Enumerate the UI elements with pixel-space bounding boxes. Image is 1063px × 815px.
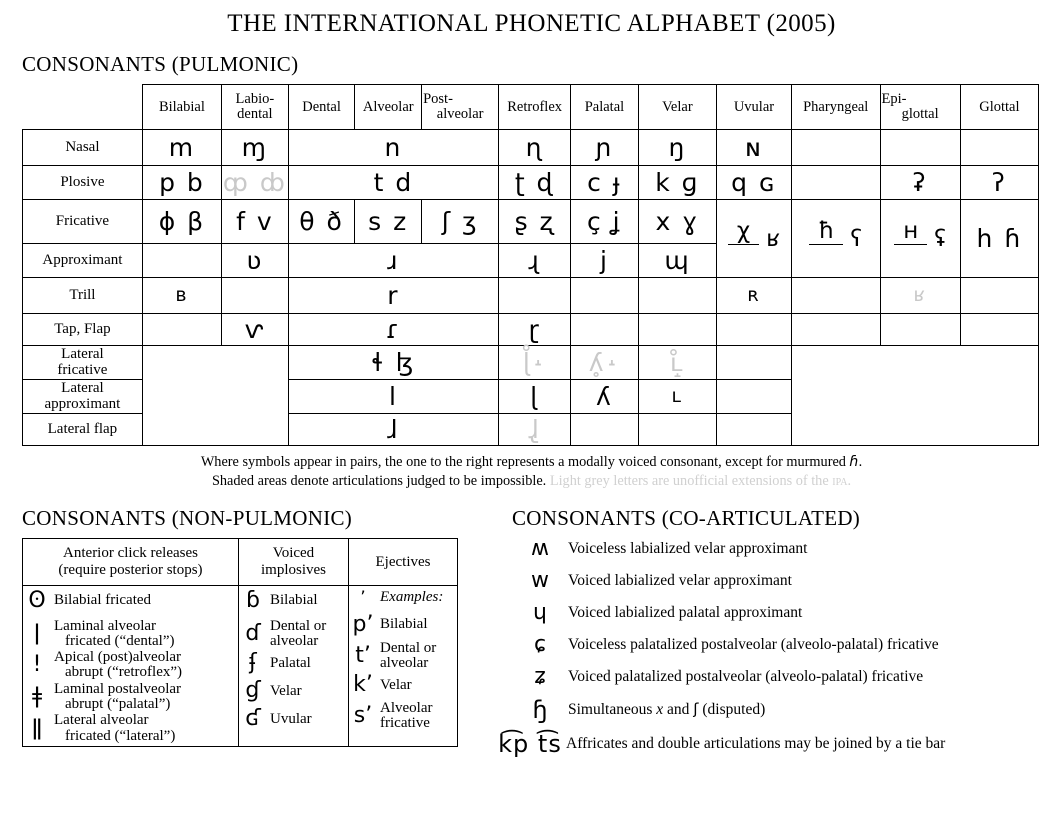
cell-trill-glottal-shaded [960, 278, 1038, 314]
list-item [352, 641, 454, 672]
col-header-labiodental [222, 85, 289, 130]
row-label-fricative: Fricative [23, 200, 143, 244]
cell-plosive-pharyngeal-shaded [791, 166, 880, 200]
pulmonic-table-wrapper [22, 84, 1039, 446]
nonpulmonic-table [22, 538, 458, 747]
list-item [26, 682, 235, 713]
coarticulated-glyph-voiceless-labialized-velar-icon: ʍ [531, 535, 549, 561]
list-item [512, 567, 1063, 593]
coarticulated-column [490, 492, 1063, 756]
implosive-glyph-bilabial-icon: ɓ [246, 587, 260, 613]
col-header-epiglottal [880, 85, 960, 130]
cell-nasal-palatal: ɲ [571, 130, 639, 166]
cell-fricative-uvular-voiceless: χ [728, 220, 759, 245]
cell-plosive-labiodental: ȹ ȸ [222, 166, 289, 200]
click-label-lateral-line1: Lateral alveolar [54, 712, 149, 729]
table-row-nasal [23, 130, 1039, 166]
click-label-retroflex [54, 650, 182, 681]
row-label-lateral-fricative-line1: Lateral [61, 346, 104, 363]
row-label-approximant: Approximant [23, 244, 143, 278]
coarticulated-label-voiced-alveolopalatal: Voiced palatalized postalveolar (alveolo-palatal) fricative [568, 667, 924, 685]
list-item [512, 535, 1063, 561]
cell-latflap-dental-alveolar-postalveolar: ɺ [288, 414, 498, 446]
coarticulated-glyph-tiebar-icon: k͡p t͡s [498, 729, 562, 758]
coarticulated-glyph-voiced-alveolopalatal-icon: ʑ [534, 663, 546, 689]
cell-fricative-labiodental: f v [222, 200, 289, 244]
cell-lateral-pharyngeal-epiglottal-glottal-shaded [791, 346, 1038, 446]
cell-tapflap-velar-shaded [638, 314, 716, 346]
ejective-label-examples: Examples: [380, 589, 444, 606]
cell-approximant-retroflex: ɻ [499, 244, 571, 278]
col-header-postalveolar-line1: Post- [423, 91, 453, 108]
cell-latfric-uvular-empty [716, 346, 791, 380]
row-label-lateral-approximant-line1: Lateral [61, 380, 104, 397]
list-item [512, 663, 1063, 689]
cell-tapflap-bilabial-empty [142, 314, 221, 346]
coarticulated-glyph-voiced-labialized-velar-icon: w [531, 567, 549, 593]
coarticulated-glyph-simultaneous-icon: ɧ [532, 695, 548, 724]
col-header-bilabial: Bilabial [142, 85, 221, 130]
cell-fricative-epiglottal-voiceless: ʜ [894, 220, 927, 245]
nonpulmonic-column [0, 492, 490, 756]
cell-plosive-bilabial: p b [142, 166, 221, 200]
list-item [352, 587, 454, 608]
cell-approximant-velar: ɰ [638, 244, 716, 278]
list-item [26, 587, 235, 613]
cell-latapprox-velar: ʟ [638, 380, 716, 414]
ejective-glyph-bilabial-icon: p’ [352, 611, 374, 637]
cell-latflap-retroflex: ɺ̢ [499, 414, 571, 446]
click-glyph-palatal-icon: ǂ [31, 684, 43, 710]
ejective-label-dental-line2: alveolar [380, 654, 429, 671]
click-glyph-dental-icon: ǀ [33, 620, 41, 646]
ejective-glyph-dental-icon: t’ [355, 642, 371, 668]
cell-nasal-bilabial: m [142, 130, 221, 166]
ejective-label-dental-line1: Dental or [380, 639, 437, 656]
cell-fricative-pharyngeal-voiceless: ħ [809, 220, 843, 245]
row-label-lateral-approximant [23, 380, 143, 414]
col-header-pharyngeal: Pharyngeal [791, 85, 880, 130]
col-header-implosives-line2: implosives [260, 561, 326, 578]
simultaneous-text-b: and [663, 701, 694, 719]
cell-latapprox-palatal: ʎ [571, 380, 639, 414]
implosive-label-uvular: Uvular [270, 710, 312, 727]
click-label-dental-line2: fricated (“dental”) [65, 632, 175, 649]
cell-nasal-epiglottal-shaded [880, 130, 960, 166]
cell-trill-velar-shaded [638, 278, 716, 314]
coarticulated-label-voiced-labialized-palatal: Voiced labialized palatal approximant [568, 603, 803, 621]
coarticulated-label-simultaneous [568, 700, 765, 719]
click-label-retroflex-line1: Apical (post)alveolar [54, 649, 182, 666]
click-label-dental [54, 619, 175, 650]
cell-trill-retroflex-empty [499, 278, 571, 314]
table-row-fricative [23, 200, 1039, 244]
row-label-trill: Trill [23, 278, 143, 314]
col-header-postalveolar-line2: alveolar [436, 106, 484, 122]
implosive-glyph-dental-icon: ɗ [245, 620, 261, 646]
list-item [242, 680, 345, 702]
cell-plosive-velar: k ɡ [638, 166, 716, 200]
cell-tapflap-dental-alveolar-postalveolar: ɾ [288, 314, 498, 346]
coarticulated-label-voiced-labialized-velar: Voiced labialized velar approximant [568, 571, 792, 589]
ejective-label-velar: Velar [380, 676, 412, 693]
implosive-glyph-uvular-icon: ʛ [245, 706, 261, 732]
cell-plosive-epiglottal: ʡ [880, 166, 960, 200]
cell-lateral-bilabial-labiodental-shaded [142, 346, 288, 446]
list-item [242, 652, 345, 674]
cell-nasal-dental-alveolar-postalveolar: n [288, 130, 498, 166]
lower-sections [0, 492, 1063, 756]
cell-approximant-dental-alveolar-postalveolar: ɹ [288, 244, 498, 278]
table-footnotes [0, 453, 1063, 492]
cell-nasal-velar: ŋ [638, 130, 716, 166]
nonpulmonic-header-row [23, 538, 458, 585]
cell-fricative-postalveolar: ʃ ʒ [422, 200, 499, 244]
col-header-clicks-line1: Anterior click releases [63, 545, 198, 562]
cell-tapflap-epiglottal-empty [880, 314, 960, 346]
footnote-line-2 [0, 472, 1063, 491]
cell-latflap-velar-empty [638, 414, 716, 446]
ejectives-cell [349, 585, 458, 746]
table-row-tap-flap [23, 314, 1039, 346]
col-header-alveolar: Alveolar [355, 85, 422, 130]
cell-trill-labiodental-empty [222, 278, 289, 314]
cell-nasal-pharyngeal-shaded [791, 130, 880, 166]
implosive-label-velar: Velar [270, 682, 302, 699]
cell-tapflap-uvular-empty [716, 314, 791, 346]
cell-trill-palatal-empty [571, 278, 639, 314]
col-header-implosives-line1: Voiced [272, 545, 315, 562]
footnote-2-grey-text: Light grey letters are unofficial extensions of the [549, 473, 833, 490]
implosives-cell [239, 585, 349, 746]
table-corner [23, 85, 143, 130]
table-row-lateral-fricative [23, 346, 1039, 380]
cell-plosive-glottal: ʔ [960, 166, 1038, 200]
list-item [352, 611, 454, 637]
cell-fricative-uvular-voiced: ʁ [766, 226, 781, 252]
ejective-label-alveolar-line2: fricative [380, 715, 430, 732]
footnote-line-1 [0, 453, 1063, 472]
cell-trill-dental-alveolar-postalveolar: r [288, 278, 498, 314]
list-item [512, 599, 1063, 625]
page-title: THE INTERNATIONAL PHONETIC ALPHABET (2005) [227, 10, 836, 37]
footnote-1-glyph: ɦ [849, 454, 859, 470]
implosive-label-palatal: Palatal [270, 654, 311, 671]
col-header-glottal: Glottal [960, 85, 1038, 130]
cell-fricative-uvular [716, 200, 791, 278]
section-title-pulmonic: CONSONANTS (PULMONIC) [22, 52, 299, 76]
ejective-label-alveolar-line1: Alveolar [380, 700, 433, 717]
implosive-glyph-palatal-icon: ʄ [249, 650, 257, 676]
footnote-2-period: . [847, 473, 852, 490]
cell-fricative-velar: x ɣ [638, 200, 716, 244]
implosive-label-dental [270, 619, 326, 650]
cell-approximant-palatal: j [571, 244, 639, 278]
list-item [26, 650, 235, 681]
implosive-label-dental-line1: Dental or [270, 617, 327, 634]
cell-trill-bilabial: ʙ [142, 278, 221, 314]
cell-approximant-labiodental: ʋ [222, 244, 289, 278]
list-item [242, 587, 345, 613]
cell-latapprox-uvular-empty [716, 380, 791, 414]
col-header-clicks [23, 538, 239, 585]
cell-latflap-palatal-empty [571, 414, 639, 446]
col-header-epiglottal-line1: Epi- [881, 91, 907, 108]
list-item [26, 619, 235, 650]
col-header-labiodental-line2: dental [237, 106, 273, 122]
col-header-implosives [239, 538, 349, 585]
col-header-labiodental-line1: Labio- [235, 91, 275, 108]
row-label-lateral-fricative-line2: fricative [57, 361, 108, 378]
ejective-label-bilabial: Bilabial [380, 615, 428, 632]
table-row-trill [23, 278, 1039, 314]
cell-fricative-dental: θ ð [288, 200, 355, 244]
col-header-ejectives: Ejectives [349, 538, 458, 585]
footnote-1-text: Where symbols appear in pairs, the one to the right represents a modally voiced consonant, except for murmured [200, 454, 850, 470]
row-label-tap-flap: Tap, Flap [23, 314, 143, 346]
list-item [512, 695, 1063, 724]
cell-fricative-bilabial: ɸ β [142, 200, 221, 244]
cell-approximant-bilabial-empty [142, 244, 221, 278]
coarticulated-label-tiebar: Affricates and double articulations may be joined by a tie bar [566, 734, 946, 752]
cell-fricative-pharyngeal-voiced: ʕ [850, 226, 863, 252]
implosive-glyph-velar-icon: ɠ [245, 678, 261, 704]
list-item [242, 619, 345, 650]
simultaneous-esh: ʃ [693, 700, 699, 719]
stacked-pair-epiglottal [881, 218, 960, 252]
clicks-cell [23, 585, 239, 746]
row-label-nasal: Nasal [23, 130, 143, 166]
click-glyph-lateral-icon: ǁ [31, 715, 43, 741]
cell-nasal-labiodental: ɱ [222, 130, 289, 166]
cell-latfric-palatal: ʎ̥˔ [571, 346, 639, 380]
ejective-label-dental [380, 641, 436, 672]
row-label-lateral-fricative [23, 346, 143, 380]
col-header-uvular: Uvular [716, 85, 791, 130]
click-label-palatal-line2: abrupt (“palatal”) [65, 696, 171, 713]
cell-plosive-uvular: q ɢ [716, 166, 791, 200]
col-header-epiglottal-line2: glottal [901, 106, 939, 122]
cell-fricative-palatal: ç ʝ [571, 200, 639, 244]
cell-nasal-glottal-shaded [960, 130, 1038, 166]
table-row-plosive [23, 166, 1039, 200]
ejective-glyph-velar-icon: k’ [353, 672, 373, 698]
coarticulated-glyph-voiceless-alveolopalatal-icon: ɕ [533, 631, 547, 657]
cell-latapprox-dental-alveolar-postalveolar: l [288, 380, 498, 414]
cell-plosive-dental-alveolar-postalveolar: t d [288, 166, 498, 200]
col-header-clicks-line2: (require posterior stops) [58, 561, 203, 578]
cell-latfric-velar: ʟ̝̊ [638, 346, 716, 380]
col-header-postalveolar [422, 85, 499, 130]
cell-latfric-retroflex: ɭ̊˔ [499, 346, 571, 380]
cell-latfric-dental-alveolar-postalveolar: ɬ ɮ [288, 346, 498, 380]
ejective-label-alveolar [380, 701, 432, 732]
simultaneous-text-a: Simultaneous [568, 701, 657, 719]
col-header-velar: Velar [638, 85, 716, 130]
click-label-bilabial: Bilabial fricated [54, 591, 152, 608]
list-item [242, 708, 345, 730]
coarticulated-label-voiceless-alveolopalatal: Voiceless palatalized postalveolar (alveolo-palatal) fricative [568, 635, 939, 653]
cell-latapprox-retroflex: ɭ [499, 380, 571, 414]
cell-fricative-pharyngeal [791, 200, 880, 278]
cell-tapflap-palatal-empty [571, 314, 639, 346]
coarticulated-glyph-voiced-labialized-palatal-icon: ɥ [533, 599, 547, 625]
click-label-retroflex-line2: abrupt (“retroflex”) [65, 664, 183, 681]
cell-fricative-glottal: h ɦ [960, 200, 1038, 278]
footnote-1-period: . [858, 454, 863, 470]
list-item [498, 729, 1063, 758]
list-item [352, 674, 454, 696]
click-label-lateral [54, 713, 175, 744]
cell-latflap-uvular-empty [716, 414, 791, 446]
coarticulated-label-voiceless-labialized-velar: Voiceless labialized velar approximant [568, 539, 808, 557]
cell-fricative-epiglottal [880, 200, 960, 278]
cell-tapflap-retroflex: ɽ [499, 314, 571, 346]
click-label-dental-line1: Laminal alveolar [54, 617, 157, 634]
stacked-pair-pharyngeal [792, 218, 880, 252]
cell-trill-uvular: ʀ [716, 278, 791, 314]
cell-trill-pharyngeal-shaded [791, 278, 880, 314]
row-label-lateral-approximant-line2: approximant [44, 395, 121, 412]
cell-tapflap-pharyngeal-shaded [791, 314, 880, 346]
row-label-plosive: Plosive [23, 166, 143, 200]
col-header-dental: Dental [288, 85, 355, 130]
simultaneous-text-c: (disputed) [698, 701, 766, 719]
nonpulmonic-body-row [23, 585, 458, 746]
cell-tapflap-labiodental: ⱱ [222, 314, 289, 346]
simultaneous-x: x [656, 701, 664, 719]
section-title-nonpulmonic: CONSONANTS (NON-PULMONIC) [22, 505, 353, 530]
pulmonic-header-row [23, 85, 1039, 130]
pulmonic-table [22, 84, 1039, 446]
cell-fricative-alveolar: s z [355, 200, 422, 244]
click-glyph-bilabial-icon: ʘ [28, 587, 46, 613]
cell-fricative-epiglottal-voiced: ʢ [934, 226, 947, 252]
ejective-glyph-alveolar-icon: s’ [353, 703, 373, 729]
ejective-glyph-marker-icon: ’ [360, 587, 366, 608]
row-label-lateral-flap: Lateral flap [23, 414, 143, 446]
footnote-2-ipa: ipa [832, 473, 848, 490]
click-label-palatal [54, 682, 181, 713]
col-header-palatal: Palatal [571, 85, 639, 130]
cell-plosive-palatal: c ɟ [571, 166, 639, 200]
cell-trill-epiglottal: ʁ [880, 278, 960, 314]
cell-nasal-uvular: ɴ [716, 130, 791, 166]
cell-fricative-retroflex: ʂ ʐ [499, 200, 571, 244]
implosive-label-dental-line2: alveolar [270, 632, 319, 649]
implosive-label-bilabial: Bilabial [270, 591, 318, 608]
click-label-lateral-line2: fricated (“lateral”) [65, 727, 176, 744]
cell-nasal-retroflex: ɳ [499, 130, 571, 166]
cell-tapflap-glottal-shaded [960, 314, 1038, 346]
click-label-palatal-line1: Laminal postalveolar [54, 680, 182, 697]
list-item [352, 701, 454, 732]
click-glyph-retroflex-icon: ǃ [33, 652, 41, 678]
coarticulated-list [498, 535, 1063, 758]
col-header-retroflex: Retroflex [499, 85, 571, 130]
cell-plosive-retroflex: ʈ ɖ [499, 166, 571, 200]
list-item [26, 713, 235, 744]
stacked-pair-uvular [717, 218, 791, 252]
footnote-2-text: Shaded areas denote articulations judged to be impossible. [211, 473, 547, 490]
list-item [512, 631, 1063, 657]
section-title-coarticulated: CONSONANTS (CO-ARTICULATED) [512, 505, 861, 530]
